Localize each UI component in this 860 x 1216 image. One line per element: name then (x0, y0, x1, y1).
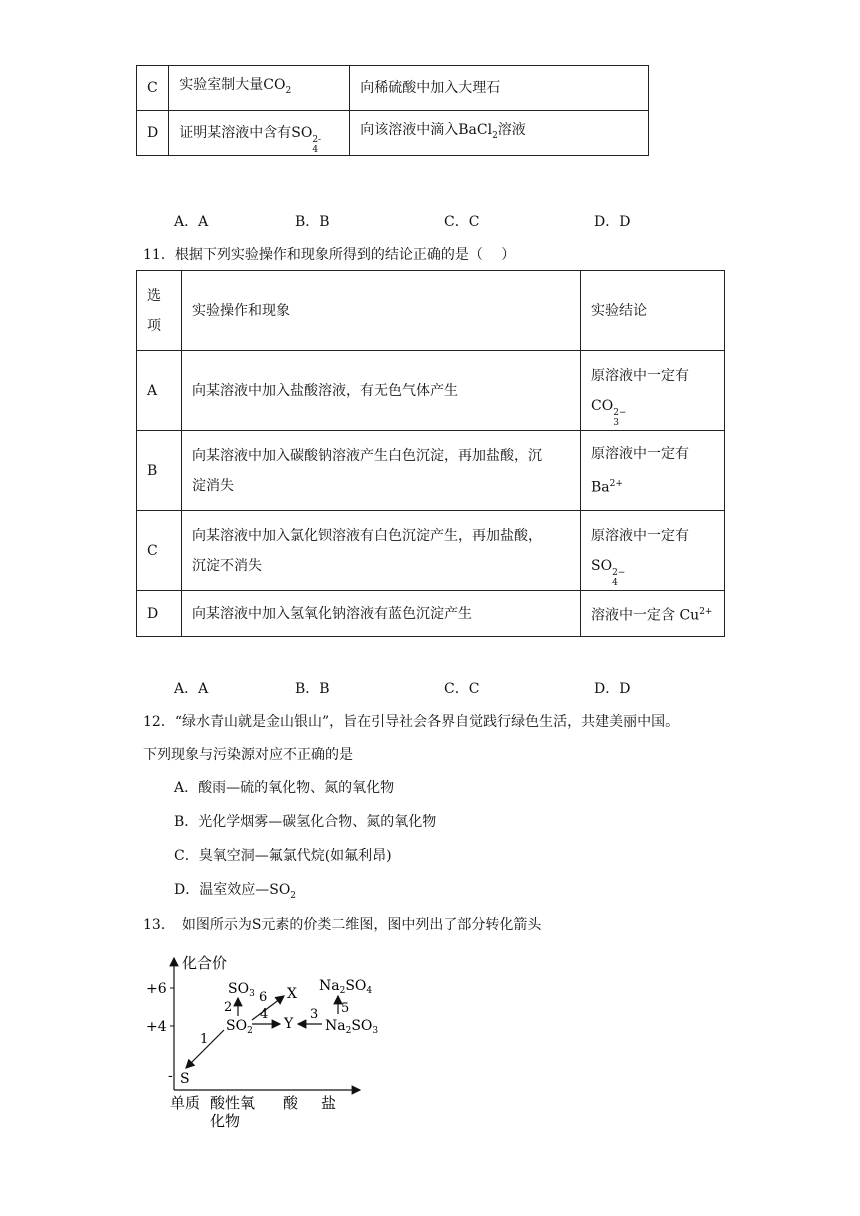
option-cell: D (137, 111, 169, 156)
q11-stem: 11．根据下列实验操作和现象所得到的结论正确的是（ ） (143, 247, 516, 263)
header-option: 选 项 (137, 271, 182, 351)
option-cell: A (137, 351, 182, 431)
arrow-label: 5 (341, 1001, 350, 1016)
purpose-cell: 实验室制大量$CO_2$ (169, 66, 350, 111)
q12-stem-line1: 12．“绿水青山就是金山银山”，旨在引导社会各界自觉践行绿色生活，共建美丽中国。 (143, 714, 680, 730)
option-d[interactable]: D．D (594, 681, 631, 697)
x-label: 单质 (170, 1094, 201, 1112)
node-x: X (287, 986, 297, 1002)
x-label: 化物 (210, 1112, 241, 1130)
x-label: 酸性氧 (210, 1094, 256, 1112)
operation-cell: 向某溶液中加入氢氧化钠溶液有蓝色沉淀产生 (182, 591, 581, 637)
conclusion-cell: 原溶液中一定有 SO 2− 4 (581, 511, 725, 591)
method-cell: 向稀硫酸中加入大理石 (350, 66, 649, 111)
option-d[interactable]: D．D (594, 214, 631, 230)
option-cell: C (137, 511, 182, 591)
table-row (137, 66, 649, 111)
q11-table (136, 270, 725, 637)
y-axis-title: 化合价 (182, 954, 228, 972)
option-a[interactable]: A．A (174, 681, 209, 697)
option-b[interactable]: B．B (295, 214, 330, 230)
header-operation: 实验操作和现象 (182, 271, 581, 351)
x-label: 酸 (283, 1094, 299, 1112)
option-cell: B (137, 431, 182, 511)
option-a[interactable]: A．A (174, 214, 209, 230)
operation-cell: 向某溶液中加入碳酸钠溶液产生白色沉淀，再加盐酸，沉 淀消失 (182, 431, 581, 511)
table-header (137, 271, 725, 351)
valence-class-diagram (140, 948, 380, 1132)
node-y: Y (284, 1016, 294, 1032)
table-row (137, 351, 725, 431)
arrow-label: 3 (310, 1007, 319, 1022)
table-row (137, 431, 725, 511)
y-tick: +4 (146, 1019, 167, 1035)
q12-option-d[interactable]: D．温室效应$—SO_2$ (174, 882, 297, 901)
arrow-label: 4 (260, 1007, 269, 1022)
node-so2: $SO_2$ (226, 1018, 253, 1036)
q12-stem-line2: 下列现象与污染源对应不正确的是 (143, 747, 353, 763)
q12-option-c[interactable]: C．臭氧空洞—氟氯代烷(如氟利昂) (174, 848, 392, 864)
conclusion-cell: 原溶液中一定有 CO 2− 3 (581, 351, 725, 431)
option-cell: D (137, 591, 182, 637)
node-s: S (180, 1071, 190, 1087)
node-na2so3: $Na_2SO_3$ (325, 1018, 379, 1036)
option-b[interactable]: B．B (295, 681, 330, 697)
node-na2so4: $Na_2SO_4$ (319, 978, 373, 996)
q12-option-b[interactable]: B．光化学烟雾—碳氢化合物、氮的氧化物 (174, 814, 437, 830)
conclusion-cell: 溶液中一定含 $Cu^{2+}$ (581, 591, 725, 637)
arrow-label: 2 (224, 1000, 233, 1015)
q12-option-a[interactable]: A．酸雨—硫的氧化物、氮的氧化物 (174, 780, 395, 796)
q13-stem: 13． 如图所示为S元素的价类二维图，图中列出了部分转化箭头 (143, 917, 542, 933)
table-row (137, 111, 649, 156)
method-cell: 向该溶液中滴入BaCl$_2$溶液 (350, 111, 649, 156)
header-conclusion: 实验结论 (581, 271, 725, 351)
operation-cell: 向某溶液中加入盐酸溶液，有无色气体产生 (182, 351, 581, 431)
q10-table (136, 65, 649, 156)
conclusion-cell: 原溶液中一定有 $Ba^{2+}$ (581, 431, 725, 511)
purpose-cell: 证明某溶液中含有SO 2- 4 (169, 111, 350, 156)
y-tick: - (168, 1068, 173, 1084)
node-so3: $SO_3$ (228, 981, 255, 999)
operation-cell: 向某溶液中加入氯化钡溶液有白色沉淀产生，再加盐酸， 沉淀不消失 (182, 511, 581, 591)
y-tick: +6 (146, 981, 167, 997)
option-c[interactable]: C．C (444, 681, 480, 697)
option-c[interactable]: C．C (444, 214, 480, 230)
table-row (137, 591, 725, 637)
arrow-label: 6 (259, 990, 268, 1005)
x-label: 盐 (321, 1094, 337, 1112)
arrow-label: 1 (200, 1032, 209, 1047)
table-row (137, 511, 725, 591)
option-cell: C (137, 66, 169, 111)
